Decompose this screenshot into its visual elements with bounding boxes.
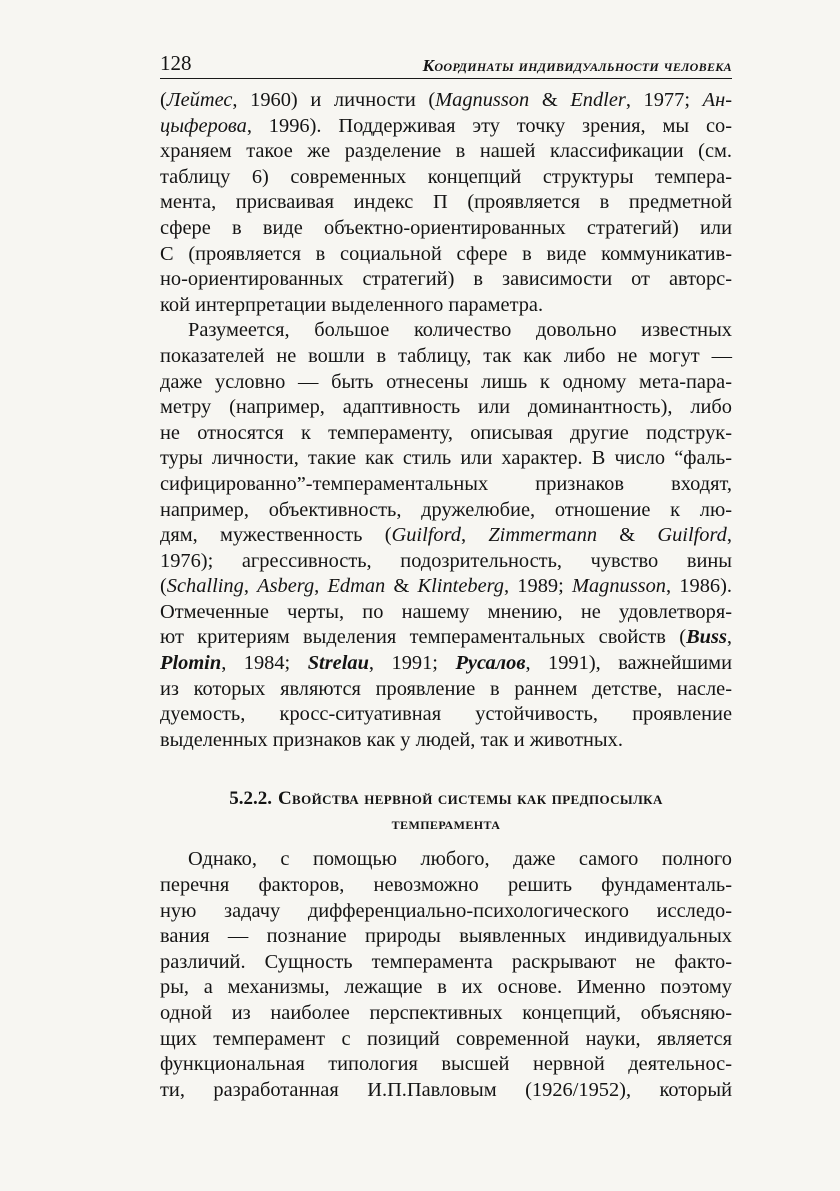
text-line: Plomin, 1984; Strelau, 1991; Русалов, 1991), важнейшими [160,652,732,675]
text-line: 1976); агрессивность, подозрительность, чувство вины [160,549,732,572]
section-number: 5.2.2. [229,788,272,810]
paragraph-3 [160,847,732,1103]
text-line: даже условно — быть отнесены лишь к одному мета-пара- [160,370,732,393]
text-line: сифицированно”-темпераментальных признаков входят, [160,472,732,495]
text-line: дуемость, кросс-ситуативная устойчивость, проявление [160,703,732,726]
text-line: вания — познание природы выявленных индивидуальных [160,925,732,948]
text-line: Однако, с помощью любого, даже самого полного [188,848,732,871]
text-line: ти, разработанная И.П.Павловым (1926/1952), который [160,1078,732,1101]
text-line: но-ориентированных стратегий) в зависимости от авторс- [160,268,732,291]
text-line: (Лейтес, 1960) и личности (Magnusson & Endler, 1977; Ан- [160,89,732,111]
text-line: одной из наиболее перспективных концепций, объясняю- [160,1002,732,1024]
page-number: 128 [160,51,192,75]
text-line: туры личности, такие как стиль или характер. В число “фаль- [160,447,732,470]
section-title-line-2: темперамента [391,814,501,834]
text-line: сфере в виде объектно-ориентированных стратегий) или [160,216,732,239]
paragraph-1 [160,88,732,318]
text-line: мента, присваивая индекс П (проявляется в предметной [160,191,732,214]
running-title: Координаты индивидуальности человека [422,56,732,75]
text-line: из которых являются проявление в раннем детстве, насле- [160,677,732,700]
text-line: ры, а механизмы, лежащие в их основе. Именно поэтому [160,976,732,999]
text-line: метру (например, адаптивность или доминантность), либо [160,396,732,419]
text-line: ют критериям выделения темпераментальных свойств (Buss, [160,626,732,649]
running-head [160,46,732,76]
text-line: Разумеется, большое количество довольно известных [188,319,732,342]
text-line: С (проявляется в социальной сфере в виде коммуникатив- [160,242,732,265]
text-line: храняем такое же разделение в нашей классификации (см. [160,140,732,163]
text-line: (Schalling, Asberg, Edman & Klinteberg, 1989; Magnusson, 1986). [160,575,732,598]
text-line: выделенных признаков как у людей, так и животных. [160,728,623,751]
header-rule [160,78,732,79]
paragraph-2 [160,318,732,753]
section-heading [160,787,732,835]
section-title-line-1: Свойства нервной системы как предпосылка [277,788,663,810]
body-text [160,88,732,1103]
text-line: Отмеченные черты, по нашему мнению, не удовлетворя- [160,600,732,623]
text-line: дям, мужественность (Guilford, Zimmermann & Guilford, [160,524,732,547]
text-line: различий. Сущность темперамента раскрывают не факто- [160,950,732,973]
text-line: кой интерпретации выделенного параметра. [160,293,544,316]
text-line: ную задачу дифференциально-психологического исследо- [160,899,732,922]
text-line: не относятся к темпераменту, описывая другие подструк- [160,421,732,444]
text-line: цыферова, 1996). Поддерживая эту точку зрения, мы со- [160,114,732,137]
text-line: показателей не вошли в таблицу, так как либо не могут — [160,344,732,367]
text-line: таблицу 6) современных концепций структуры темпера- [160,165,732,188]
text-line: щих темперамент с позиций современной науки, является [160,1027,732,1050]
text-line: функциональная типология высшей нервной деятельнос- [160,1053,732,1076]
text-line: например, объективность, дружелюбие, отношение к лю- [160,498,732,521]
text-line: перечня факторов, невозможно решить фундаменталь- [160,874,732,897]
